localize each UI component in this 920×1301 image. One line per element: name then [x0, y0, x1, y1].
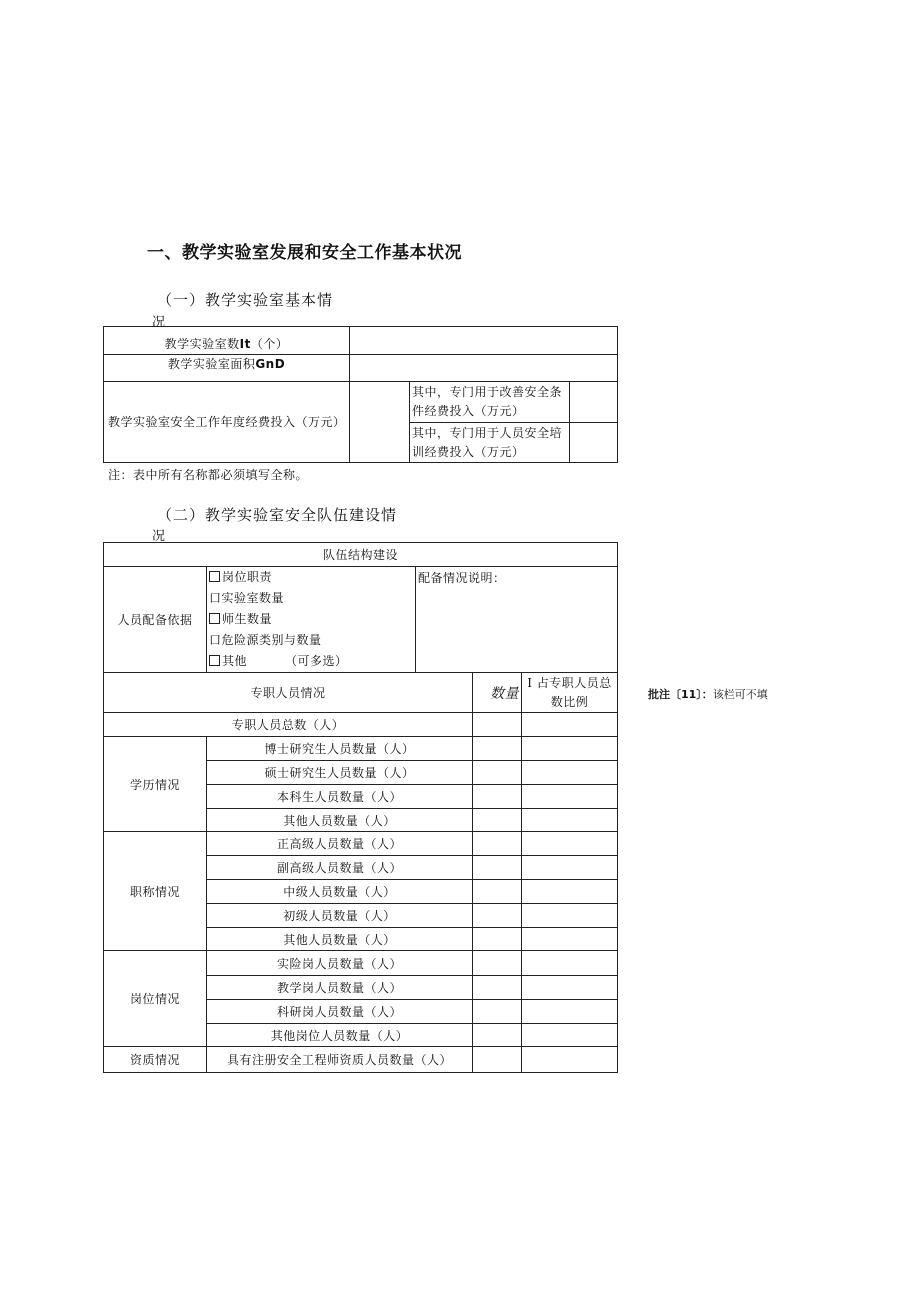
lab-area-value[interactable] [350, 355, 618, 382]
option-hazard-type[interactable]: 口危险源类别与数量 [209, 633, 322, 647]
quantity-cell[interactable] [473, 904, 522, 928]
staffing-basis-options [207, 567, 416, 673]
row-label: 教学岗人员数量（人） [207, 976, 473, 1000]
side-comment: 批注〔11〕：该栏可不填 [648, 688, 768, 701]
staffing-basis-label: 人员配备依据 [104, 567, 207, 673]
mouth-box-icon[interactable]: 口 [209, 633, 222, 647]
checkbox-icon[interactable] [209, 655, 220, 666]
row-label: 博士研究生人员数量（人） [207, 737, 473, 761]
checkbox-icon[interactable] [209, 571, 220, 582]
safety-team-table [103, 542, 618, 1073]
row-label: 初级人员数量（人） [207, 904, 473, 928]
quantity-cell[interactable] [473, 856, 522, 880]
row-label: 副高级人员数量（人） [207, 856, 473, 880]
ratio-cell[interactable] [522, 1047, 618, 1073]
lab-count-label: 教学实验室数It（个） [104, 327, 350, 355]
ratio-cell[interactable] [522, 880, 618, 904]
quantity-cell[interactable] [473, 809, 522, 832]
option-other[interactable]: 其他 （可多选） [209, 651, 413, 672]
group-label: 岗位情况 [104, 951, 207, 1047]
group-label: 职称情况 [104, 832, 207, 951]
safety-funding-label: 教学实验室安全工作年度经费投入（万元） [104, 382, 350, 463]
table-row [104, 1047, 618, 1073]
quantity-cell[interactable] [473, 1047, 522, 1073]
row-label: 实险岗人员数量（人） [207, 951, 473, 976]
row-label: 科研岗人员数量（人） [207, 1000, 473, 1024]
main-heading: 一、教学实验室发展和安全工作基本状况 [147, 243, 462, 263]
option-job-duty[interactable]: 岗位职责 [209, 567, 413, 588]
ratio-cell[interactable] [522, 976, 618, 1000]
ratio-cell[interactable] [522, 737, 618, 761]
table-row [104, 737, 618, 761]
quantity-cell[interactable] [473, 737, 522, 761]
safety-funding-value[interactable] [350, 382, 410, 463]
row-label: 具有注册安全工程师资质人员数量（人） [207, 1047, 473, 1073]
ratio-cell[interactable] [522, 761, 618, 785]
lab-count-value[interactable] [350, 327, 618, 355]
table-note: 注：表中所有名称都必须填写全称。 [108, 468, 309, 482]
table-row [104, 951, 618, 976]
row-label: 本科生人员数量（人） [207, 785, 473, 809]
ratio-cell[interactable] [522, 951, 618, 976]
quantity-header: 数量 [473, 673, 522, 713]
quantity-cell[interactable] [473, 1024, 522, 1047]
group-label: 资质情况 [104, 1047, 207, 1073]
row-label: 硕士研究生人员数量（人） [207, 761, 473, 785]
team-structure-title: 队伍结构建设 [104, 543, 618, 567]
row-label: 其他人员数量（人） [207, 928, 473, 951]
safety-condition-funding-value[interactable] [570, 382, 618, 423]
row-label: 正高级人员数量（人） [207, 832, 473, 856]
safety-training-funding-label: 其中，专门用于人员安全培训经费投入（万元） [410, 423, 570, 463]
safety-training-funding-value[interactable] [570, 423, 618, 463]
quantity-cell[interactable] [473, 832, 522, 856]
staffing-config-note[interactable] [416, 567, 618, 673]
quantity-cell[interactable] [473, 951, 522, 976]
total-staff-ratio[interactable] [522, 713, 618, 737]
row-label: 其他人员数量（人） [207, 809, 473, 832]
lab-area-label: 教学实验室面积GnD [104, 355, 350, 382]
total-staff-label: 专职人员总数（人） [104, 713, 473, 737]
ratio-cell[interactable] [522, 809, 618, 832]
table-row [104, 832, 618, 856]
group-label: 学历情况 [104, 737, 207, 832]
ratio-cell[interactable] [522, 928, 618, 951]
ratio-cell[interactable] [522, 785, 618, 809]
quantity-cell[interactable] [473, 761, 522, 785]
ratio-cell[interactable] [522, 1000, 618, 1024]
quantity-cell[interactable] [473, 976, 522, 1000]
staff-header: 专职人员情况 [104, 673, 473, 713]
checkbox-icon[interactable] [209, 613, 220, 624]
ratio-cell[interactable] [522, 856, 618, 880]
ratio-header: I 占专职人员总数比例 [522, 673, 618, 713]
section1-title: （一）教学实验室基本情 [157, 291, 334, 309]
mouth-box-icon[interactable]: 口 [209, 591, 222, 605]
quantity-cell[interactable] [473, 785, 522, 809]
quantity-cell[interactable] [473, 928, 522, 951]
section2-title: （二）教学实验室安全队伍建设情 [157, 506, 398, 524]
quantity-cell[interactable] [473, 880, 522, 904]
row-label: 中级人员数量（人） [207, 880, 473, 904]
option-lab-count[interactable]: 口实验室数量 [209, 591, 285, 605]
config-note-label: 配备情况说明： [418, 571, 506, 585]
lab-basic-table [103, 326, 618, 463]
quantity-cell[interactable] [473, 1000, 522, 1024]
row-label: 其他岗位人员数量（人） [207, 1024, 473, 1047]
safety-condition-funding-label: 其中，专门用于改善安全条件经费投入（万元） [410, 382, 570, 423]
section2-title-wrap: 况 [152, 529, 166, 544]
total-staff-quantity[interactable] [473, 713, 522, 737]
ratio-cell[interactable] [522, 832, 618, 856]
option-teacher-student-count[interactable]: 师生数量 [209, 609, 413, 630]
multi-select-note: （可多选） [285, 654, 348, 668]
section1-title-wrap: 况 [152, 315, 166, 330]
ratio-cell[interactable] [522, 904, 618, 928]
ratio-cell[interactable] [522, 1024, 618, 1047]
